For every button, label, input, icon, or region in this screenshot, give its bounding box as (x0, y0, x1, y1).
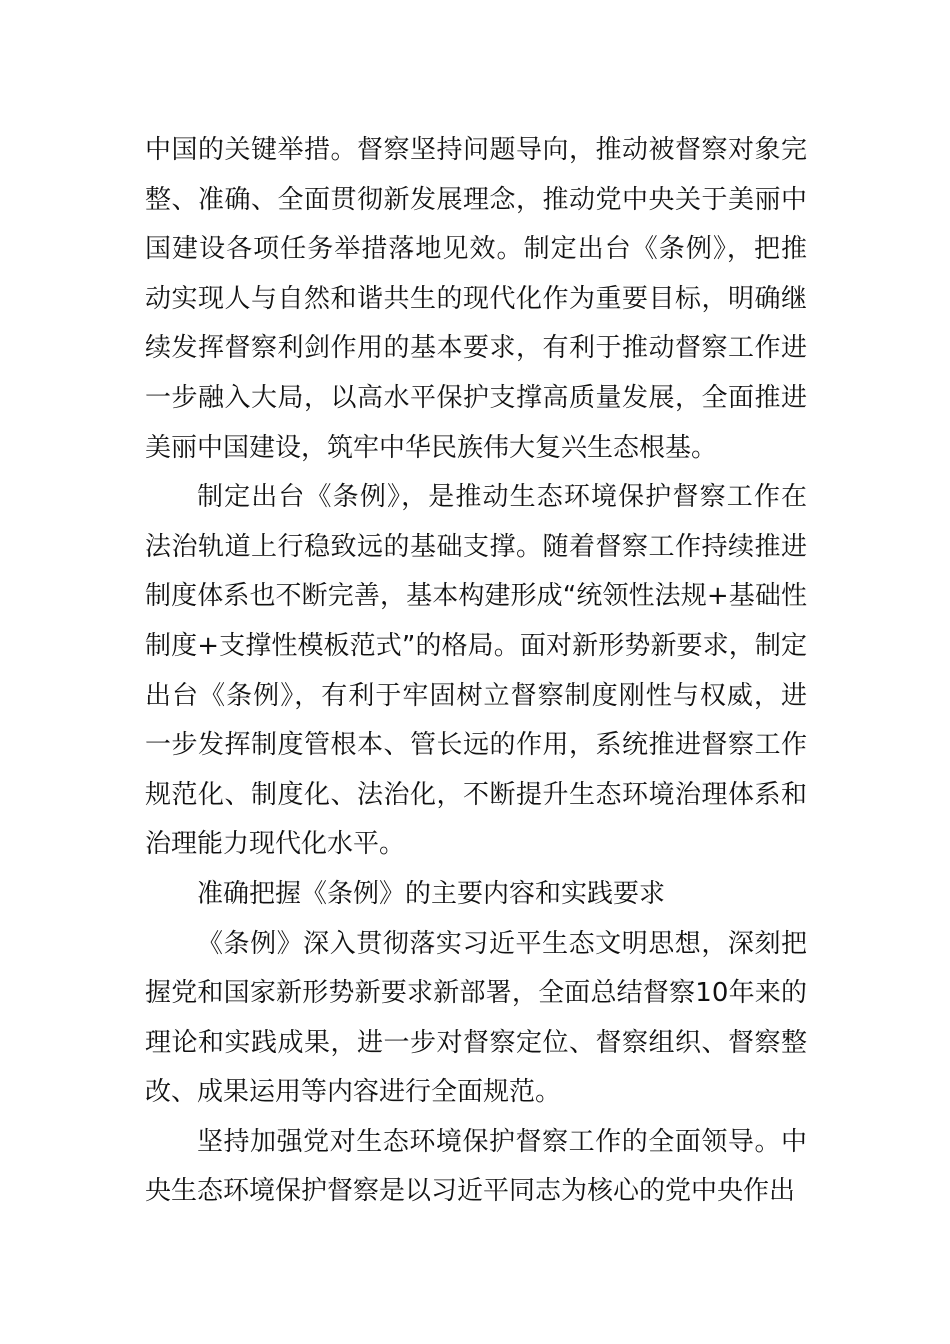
paragraph-3: 《条例》深入贯彻落实习近平生态文明思想，深刻把握党和国家新形势新要求新部署，全面总结督察10年来的理论和实践成果，进一步对督察定位、督察组织、督察整改、成果运用等内容进行全面规范。 (145, 928, 807, 1108)
section-heading: 准确把握《条例》的主要内容和实践要求 (197, 878, 666, 909)
paragraph-4: 坚持加强党对生态环境保护督察工作的全面领导。中央生态环境保护督察是以习近平同志为核心的党中央作出 (145, 1126, 807, 1207)
document-body (145, 126, 807, 1217)
paragraph-2: 制定出台《条例》，是推动生态环境保护督察工作在法治轨道上行稳致远的基础支撑。随着督察工作持续推进制度体系也不断完善，基本构建形成“统领性法规+基础性制度+支撑性模板范式”的格局。面对新形势新要求，制定出台《条例》，有利于牢固树立督察制度刚性与权威，进一步发挥制度管根本、管长远的作用，系统推进督察工作规范化、制度化、法治化，不断提升生态环境治理体系和治理能力现代化水平。 (145, 482, 807, 860)
paragraph-1: 中国的关键举措。督察坚持问题导向，推动被督察对象完整、准确、全面贯彻新发展理念，推动党中央关于美丽中国建设各项任务举措落地见效。制定出台《条例》，把推动实现人与自然和谐共生的现代化作为重要目标，明确继续发挥督察利剑作用的基本要求，有利于推动督察工作进一步融入大局，以高水平保护支撑高质量发展，全面推进美丽中国建设，筑牢中华民族伟大复兴生态根基。 (145, 135, 807, 463)
